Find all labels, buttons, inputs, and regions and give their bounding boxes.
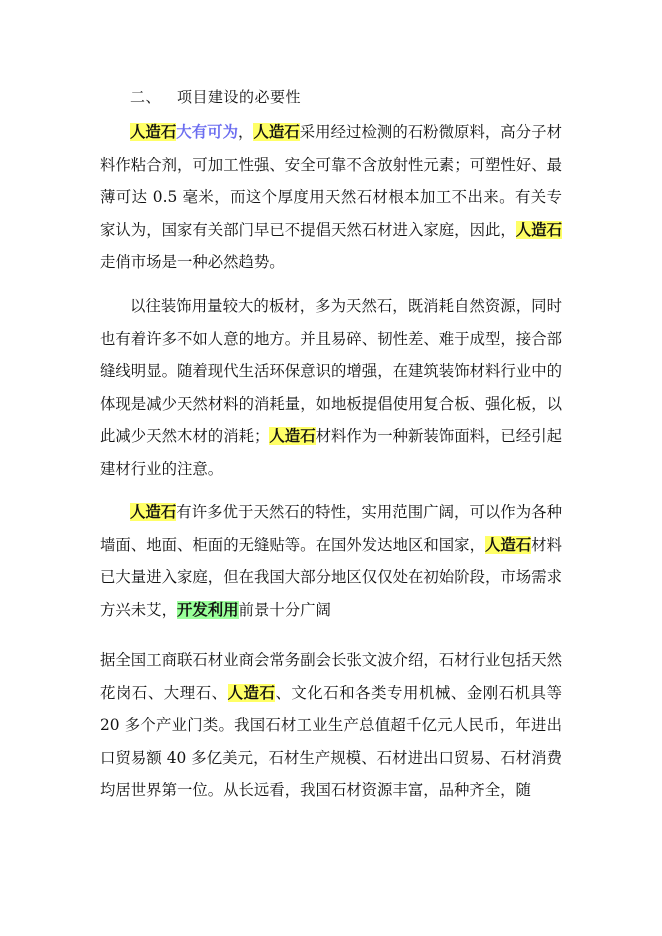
paragraph-3 [100,496,562,626]
highlight-keyword: 人造石 [253,123,300,141]
body-text: 材料已大量进入家庭，但在我国大部分地区仅仅处在初始阶段，市场需求方兴未艾， [100,535,562,619]
highlight-keyword: 人造石 [269,427,316,446]
body-text: 以往装饰用量较大的板材，多为天然石，既消耗自然资源，同时也有着许多不如人意的地方。并且易碎、韧性差、难于成型，接合部缝线明显。随着现代生活环保意识的增强，在建筑装饰材料行业中的体现是减少天然材料的消耗量，如地板提倡使用复合板、强化板，以此减少天然木材的消耗； [100,297,562,446]
body-text: 、文化石和各类专用机械、金刚石机具等 20 多个产业门类。我国石材工业生产总值超千亿元人民币，年进出口贸易额 40 多亿美元，石材生产规模、石材进出口贸易、石材消费均居世界第一位。从长远看，我国石材资源丰富，品种齐全，随 [100,683,562,800]
section-heading [130,86,301,107]
body-text: 材料作为一种新装饰面料，已经引起建材行业的注意。 [100,427,562,478]
body-text: 走俏市场是一种必然趋势。 [100,253,285,272]
body-text: ， [238,123,254,141]
highlight-keyword: 人造石 [227,683,276,702]
highlight-keyword: 人造石 [484,535,532,554]
section-title: 项目建设的必要性 [177,88,302,106]
paragraph-4 [100,644,562,807]
highlight-keyword: 人造石 [130,123,177,141]
highlight-green-keyword: 开发利用 [176,600,239,619]
body-text: 采用经过检测的石粉微原料，高分子材料作粘合剂，可加工性强、安全可靠不含放射性元素；可塑性好、最薄可达 0.5 毫米，而这个厚度用天然石材根本加工不出来。有关专家认为，国家有关部门早已不提倡天然石材进入家庭，因此， [100,123,562,239]
emphasis-text: 大有可为 [176,123,239,141]
paragraph-1 [100,116,562,279]
highlight-keyword: 人造石 [130,503,177,521]
body-text: 有许多优于天然石的特性，实用范围广阔，可以作为各种墙面、地面、柜面的无缝贴等。在国外发达地区和国家， [100,503,562,554]
highlight-keyword: 人造石 [515,220,562,239]
body-text: 据全国工商联石材业商会常务副会长张文波介绍，石材行业包括天然花岗石、大理石、 [100,651,562,702]
section-number: 二、 [130,88,162,106]
body-text: 前景十分广阔 [238,600,331,619]
paragraph-2 [100,290,562,486]
